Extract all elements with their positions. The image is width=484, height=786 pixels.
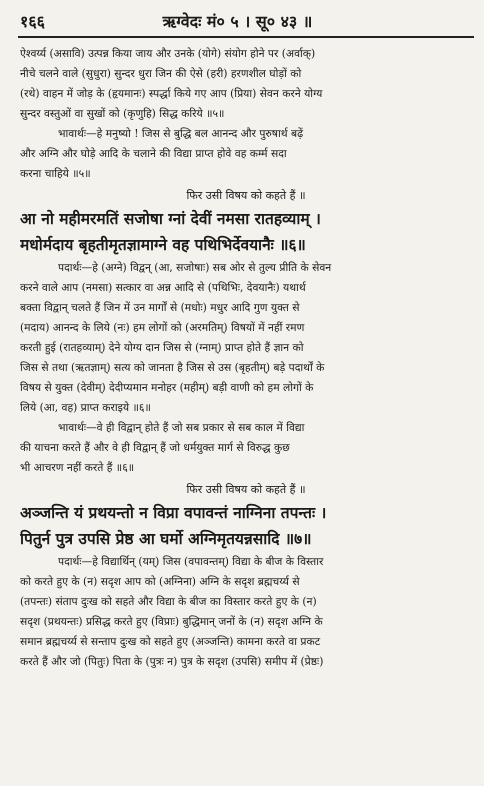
text-line: विषय से युक्त (देवीम्) देदीप्यमान मनोहर (महीम्) बड़ी वाणी को हम लोगों के xyxy=(20,381,314,394)
text-line: (तपन्तः) संताप दुःख को सहते और विद्या के बीज का विस्तार करते हुए के (न) xyxy=(20,595,317,608)
text-line: बक्ता विद्वान् चलते हैं जिन में उन मार्गों से (मधोः) मधुर आदि गुण युक्त से xyxy=(20,301,300,314)
text-line: और अग्नि और घोड़े आदि के चलाने की विद्या प्राप्त होवे वह कर्म्म सदा xyxy=(20,147,287,160)
page-header xyxy=(20,8,470,34)
text-line: करना चाहिये ॥५॥ xyxy=(20,167,91,180)
bhavartha-line: भावार्थः—वे ही विद्वान् होते हैं जो सब प्रकार से सब काल में विद्या xyxy=(58,421,305,434)
text-line: करने वाले आप (नमसा) सत्कार वा अन्न आदि से (पथिभिः, देवयानैः) यथार्थ xyxy=(20,281,306,294)
text-line: नीचे चलने वाले (सुधुरा) सुन्दर धुरा जिन की ऐसे (हरी) हरणशील घोड़ों को xyxy=(20,67,302,80)
page-body xyxy=(20,44,472,672)
padartha-line: पदार्थः—हे विद्यार्थिन् (यम्) जिस (वपावन्तम्) विद्या के बीज के विस्तार xyxy=(58,555,324,568)
text-line: समान ब्रह्मचर्य्य से सन्ताप दुःख को सहते हुए (अञ्जन्ति) कामना करते वा प्रकट xyxy=(20,635,321,648)
mantra-line: अञ्जन्ति यं प्रथयन्तो न विप्रा वपावन्तं नाग्निना तपन्तः । xyxy=(20,503,327,522)
text-line: की याचना करते हैं और वे ही विद्वान् हैं जो धर्मयुक्त मार्ग से विरुद्ध कुछ xyxy=(20,441,290,454)
text-line: को करते हुए के (न) सदृश आप को (अग्निना) अग्नि के सदृश ब्रह्मचर्य्य से xyxy=(20,575,300,588)
text-line: करती हुई (रातहव्याम्) देने योग्य दान जिस से (ग्नाम्) प्राप्त होते हैं ज्ञान को xyxy=(20,341,304,354)
text-line: भी आचरण नहीं करते हैं ॥६॥ xyxy=(20,461,135,474)
text-line: ऐश्वर्य्य (असावि) उत्पन्न किया जाय और उनके (योगे) संयोग होने पर (अर्वाक्) xyxy=(20,47,316,60)
text-line: (रथे) वाहन में जोड़ के (हृयमानः) स्पर्द्धा किये गए आप (प्रिया) सेवन करने योग्य xyxy=(20,87,323,100)
section-heading: फिर उसी विषय को कहते हैं ॥ xyxy=(186,483,306,496)
text-line: जिस से तथा (ऋतज्ञाम्) सत्य को जानता है जिस से उस (बृहतीम्) बड़े पदार्थों के xyxy=(20,361,325,374)
running-title: ऋग्वेदः मं० ५ । सू० ४३ ॥ xyxy=(162,12,313,31)
text-line: करते हैं और जो (पितुः) पिता के (पुत्रः न) पुत्र के सदृश (उपसि) समीप में (प्रेष्ठः) xyxy=(20,655,324,668)
text-line: लिये (आ, वह) प्राप्त कराइये ॥६॥ xyxy=(20,401,151,414)
section-heading: फिर उसी विषय को कहते हैं ॥ xyxy=(186,189,306,202)
text-line: (मदाय) आनन्द के लिये (नः) हम लोगों को (अरमतिम्) विषयों में नहीं रमण xyxy=(20,321,305,334)
text-line: सुन्दर वस्तुओं वा सुखों को (कृणुहि) सिद्ध करिये ॥५॥ xyxy=(20,107,225,120)
header-rule xyxy=(18,36,474,38)
padartha-line: पदार्थः—हे (अग्ने) विद्वन् (आ, सजोषाः) सब ओर से तुल्य प्रीति के सेवन xyxy=(58,261,332,274)
page-number: १६६ xyxy=(20,12,45,31)
bhavartha-line: भावार्थः—हे मनुष्यो ! जिस से बुद्धि बल आनन्द और पुरुषार्थ बढ़ें xyxy=(58,127,304,140)
mantra-line: पितुर्न पुत्र उपसि प्रेष्ठ आ घर्मो अग्निमृतयन्नसादि ॥७॥ xyxy=(20,529,312,548)
mantra-line: मधोर्मदाय बृहतीमृतज्ञामाग्ने वह पथिभिर्देवयानैः ॥६॥ xyxy=(20,235,306,254)
mantra-line: आ नो महीमरमतिं सजोषा ग्नां देवीं नमसा रातहव्याम् । xyxy=(20,209,321,228)
text-line: सदृश (प्रथयन्तः) प्रसिद्ध करते हुए (विप्राः) बुद्धिमान् जनों के (न) सदृश अग्नि के xyxy=(20,615,323,628)
